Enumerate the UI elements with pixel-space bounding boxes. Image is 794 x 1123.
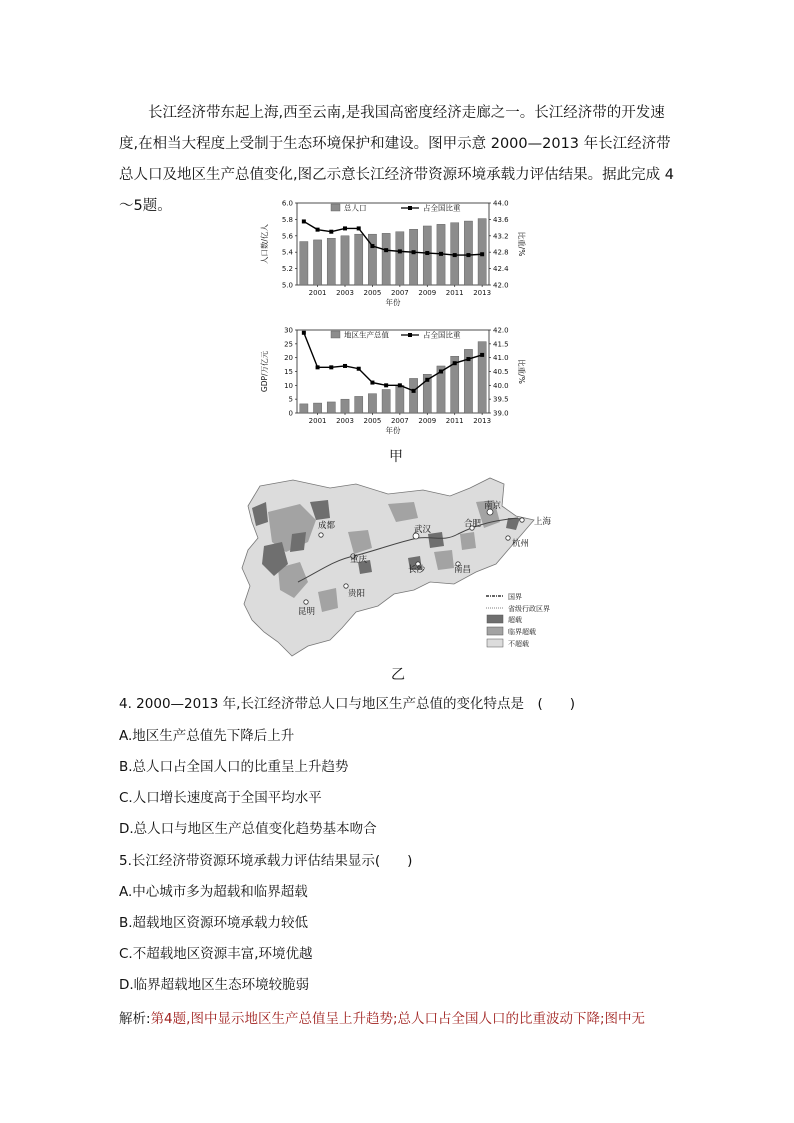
bar (355, 396, 363, 413)
share-point (453, 253, 457, 257)
legend-label: 超载 (508, 616, 522, 624)
share-point (329, 230, 333, 234)
share-point (398, 383, 402, 387)
y-tick-label: 5.0 (281, 281, 293, 290)
city-label: 杭州 (512, 539, 530, 549)
question-5-stem: 5.长江经济带资源环境承载力评估结果显示( ) (119, 853, 413, 869)
plot-frame (297, 203, 489, 285)
city-label: 上海 (534, 517, 552, 527)
y2-tick-label: 42.8 (493, 248, 509, 257)
bar (382, 389, 390, 413)
y-tick-label: 6.0 (281, 199, 293, 208)
bar (409, 378, 417, 413)
y2-tick-label: 39.0 (493, 409, 509, 418)
legend-line-marker (408, 206, 412, 210)
y-axis-label: 人口数/亿人 (260, 223, 269, 265)
legend-label: 省级行政区界 (508, 605, 550, 613)
bar (313, 240, 321, 285)
x-tick-label: 2013 (473, 417, 492, 425)
share-point (439, 370, 443, 374)
share-point (480, 353, 484, 357)
x-tick-label: 2001 (308, 417, 327, 425)
city-label: 南京 (484, 501, 502, 511)
share-point (425, 251, 429, 255)
y2-axis-label: 比重/% (517, 359, 526, 384)
y-tick-label: 5.4 (281, 248, 293, 257)
y-tick-label: 5.8 (281, 215, 293, 224)
y-tick-label: 5.2 (281, 265, 293, 274)
share-point (316, 365, 320, 369)
share-point (384, 383, 388, 387)
question-4-option-c: C.人口增长速度高于全国平均水平 (119, 790, 322, 806)
x-tick-label: 2013 (473, 289, 492, 297)
x-axis-label: 年份 (385, 426, 401, 435)
bar (409, 229, 417, 285)
x-tick-label: 2005 (363, 417, 382, 425)
share-point (370, 381, 374, 385)
bar (423, 226, 431, 285)
share-point (412, 389, 416, 393)
map-legend (486, 592, 550, 648)
gdp-chart (255, 322, 545, 438)
bar (464, 221, 472, 285)
x-tick-label: 2009 (418, 289, 437, 297)
y2-tick-label: 41.0 (493, 354, 509, 363)
question-4-option-a: A.地区生产总值先下降后上升 (119, 728, 295, 744)
share-point (398, 249, 402, 253)
population-chart-svg (255, 195, 545, 310)
y2-tick-label: 42.0 (493, 281, 509, 290)
y-tick-label: 15 (284, 368, 293, 376)
share-point (466, 253, 470, 257)
analysis (119, 1009, 645, 1029)
y-tick-label: 10 (284, 381, 293, 390)
y2-tick-label: 40.0 (493, 381, 509, 390)
bar (478, 342, 486, 413)
share-point (439, 252, 443, 256)
x-tick-label: 2007 (390, 289, 409, 297)
gdp-chart-svg (255, 322, 545, 438)
x-tick-label: 2011 (445, 417, 464, 425)
bar (396, 385, 404, 413)
share-point (357, 226, 361, 230)
x-tick-label: 2003 (336, 289, 354, 297)
legend-bar-label: 地区生产总值 (344, 330, 389, 340)
question-5-option-c: C.不超载地区资源丰富,环境优越 (119, 946, 313, 962)
y2-tick-label: 42.0 (493, 326, 509, 335)
share-point (466, 357, 470, 361)
question-4-option-d: D.总人口与地区生产总值变化趋势基本吻合 (119, 821, 377, 837)
share-point (425, 378, 429, 382)
bar (300, 404, 308, 413)
share-point (370, 244, 374, 248)
legend-line-label: 占全国比重 (423, 330, 461, 340)
legend-label: 不超载 (508, 640, 529, 648)
question-5-option-a: A.中心城市多为超载和临界超载 (119, 884, 308, 900)
intro-text: 长江经济带东起上海,西至云南,是我国高密度经济走廊之一。长江经济带的开发速度,在相当大程度上受制于生态环境保护和建设。图甲示意 2000—2013 年长江经济带总人口及地区生产总值变化,图乙示意长江经济带资源环境承载力评估结果。据此完成 4～5题。 (119, 105, 674, 214)
map-svg (238, 472, 558, 658)
y2-tick-label: 43.6 (493, 215, 509, 224)
share-point (329, 365, 333, 369)
y2-tick-label: 42.4 (493, 265, 509, 274)
figure-label-yi: 乙 (391, 667, 405, 683)
city-label: 重庆 (350, 555, 368, 565)
figure-label-jia: 甲 (389, 449, 403, 465)
y-tick-label: 25 (284, 340, 293, 349)
x-tick-label: 2011 (445, 289, 464, 297)
y-tick-label: 20 (284, 354, 293, 363)
legend-line-marker (408, 333, 412, 337)
legend-label: 临界超载 (508, 628, 536, 636)
y2-tick-label: 43.2 (493, 232, 509, 241)
y2-axis-label: 比重/% (517, 231, 526, 257)
question-4-stem: 4. 2000—2013 年,长江经济带总人口与地区生产总值的变化特点是 ( ) (119, 696, 575, 712)
share-point (384, 248, 388, 252)
share-point (316, 228, 320, 232)
share-point (412, 250, 416, 254)
y-tick-label: 5 (288, 395, 293, 404)
share-point (302, 219, 306, 223)
bar (313, 403, 321, 413)
share-point (343, 364, 347, 368)
plot-frame (297, 330, 489, 413)
bar (478, 219, 486, 285)
x-tick-label: 2001 (308, 289, 327, 297)
x-tick-label: 2007 (390, 417, 409, 425)
share-point (480, 252, 484, 256)
bar (382, 233, 390, 285)
city-label: 合肥 (464, 519, 482, 529)
bar (396, 232, 404, 285)
legend-bar-swatch (331, 204, 340, 211)
bar (327, 238, 335, 285)
bar (368, 394, 376, 413)
x-axis-label: 年份 (385, 298, 401, 307)
city-label: 昆明 (298, 607, 316, 617)
legend-label: 国界 (508, 593, 522, 601)
population-chart (255, 195, 545, 310)
legend-bar-label: 总人口 (344, 203, 367, 213)
bar (327, 402, 335, 413)
legend-bar-swatch (331, 331, 340, 338)
share-point (453, 361, 457, 365)
bar (355, 234, 363, 285)
legend-line-label: 占全国比重 (423, 203, 461, 213)
question-5-option-b: B.超载地区资源环境承载力较低 (119, 915, 309, 931)
share-point (357, 367, 361, 371)
bar (341, 399, 349, 413)
city-label: 成都 (318, 521, 336, 531)
y2-tick-label: 39.5 (493, 395, 509, 404)
x-tick-label: 2005 (363, 289, 382, 297)
y-tick-label: 30 (284, 326, 293, 335)
city-label: 武汉 (414, 525, 432, 535)
analysis-body: 第4题,图中显示地区生产总值呈上升趋势;总人口占全国人口的比重波动下降;图中无 (150, 1011, 646, 1027)
y-axis-label: GDP/万亿元 (260, 350, 269, 393)
y-tick-label: 5.6 (281, 232, 293, 241)
y2-tick-label: 44.0 (493, 199, 509, 208)
share-point (343, 226, 347, 230)
carrying-capacity-map (238, 472, 558, 658)
question-4-option-b: B.总人口占全国人口的比重呈上升趋势 (119, 759, 349, 775)
bar (300, 242, 308, 285)
analysis-head: 解析: (119, 1011, 151, 1027)
question-5-option-d: D.临界超载地区生态环境较脆弱 (119, 977, 310, 993)
bar (341, 236, 349, 285)
x-tick-label: 2003 (336, 417, 354, 425)
city-label: 贵阳 (348, 589, 366, 599)
y-tick-label: 0 (288, 409, 293, 418)
city-label: 南昌 (454, 565, 472, 575)
share-point (302, 331, 306, 335)
y2-tick-label: 41.5 (493, 340, 509, 349)
x-tick-label: 2009 (418, 417, 437, 425)
y2-tick-label: 40.5 (493, 368, 509, 376)
city-label: 长沙 (408, 565, 426, 575)
